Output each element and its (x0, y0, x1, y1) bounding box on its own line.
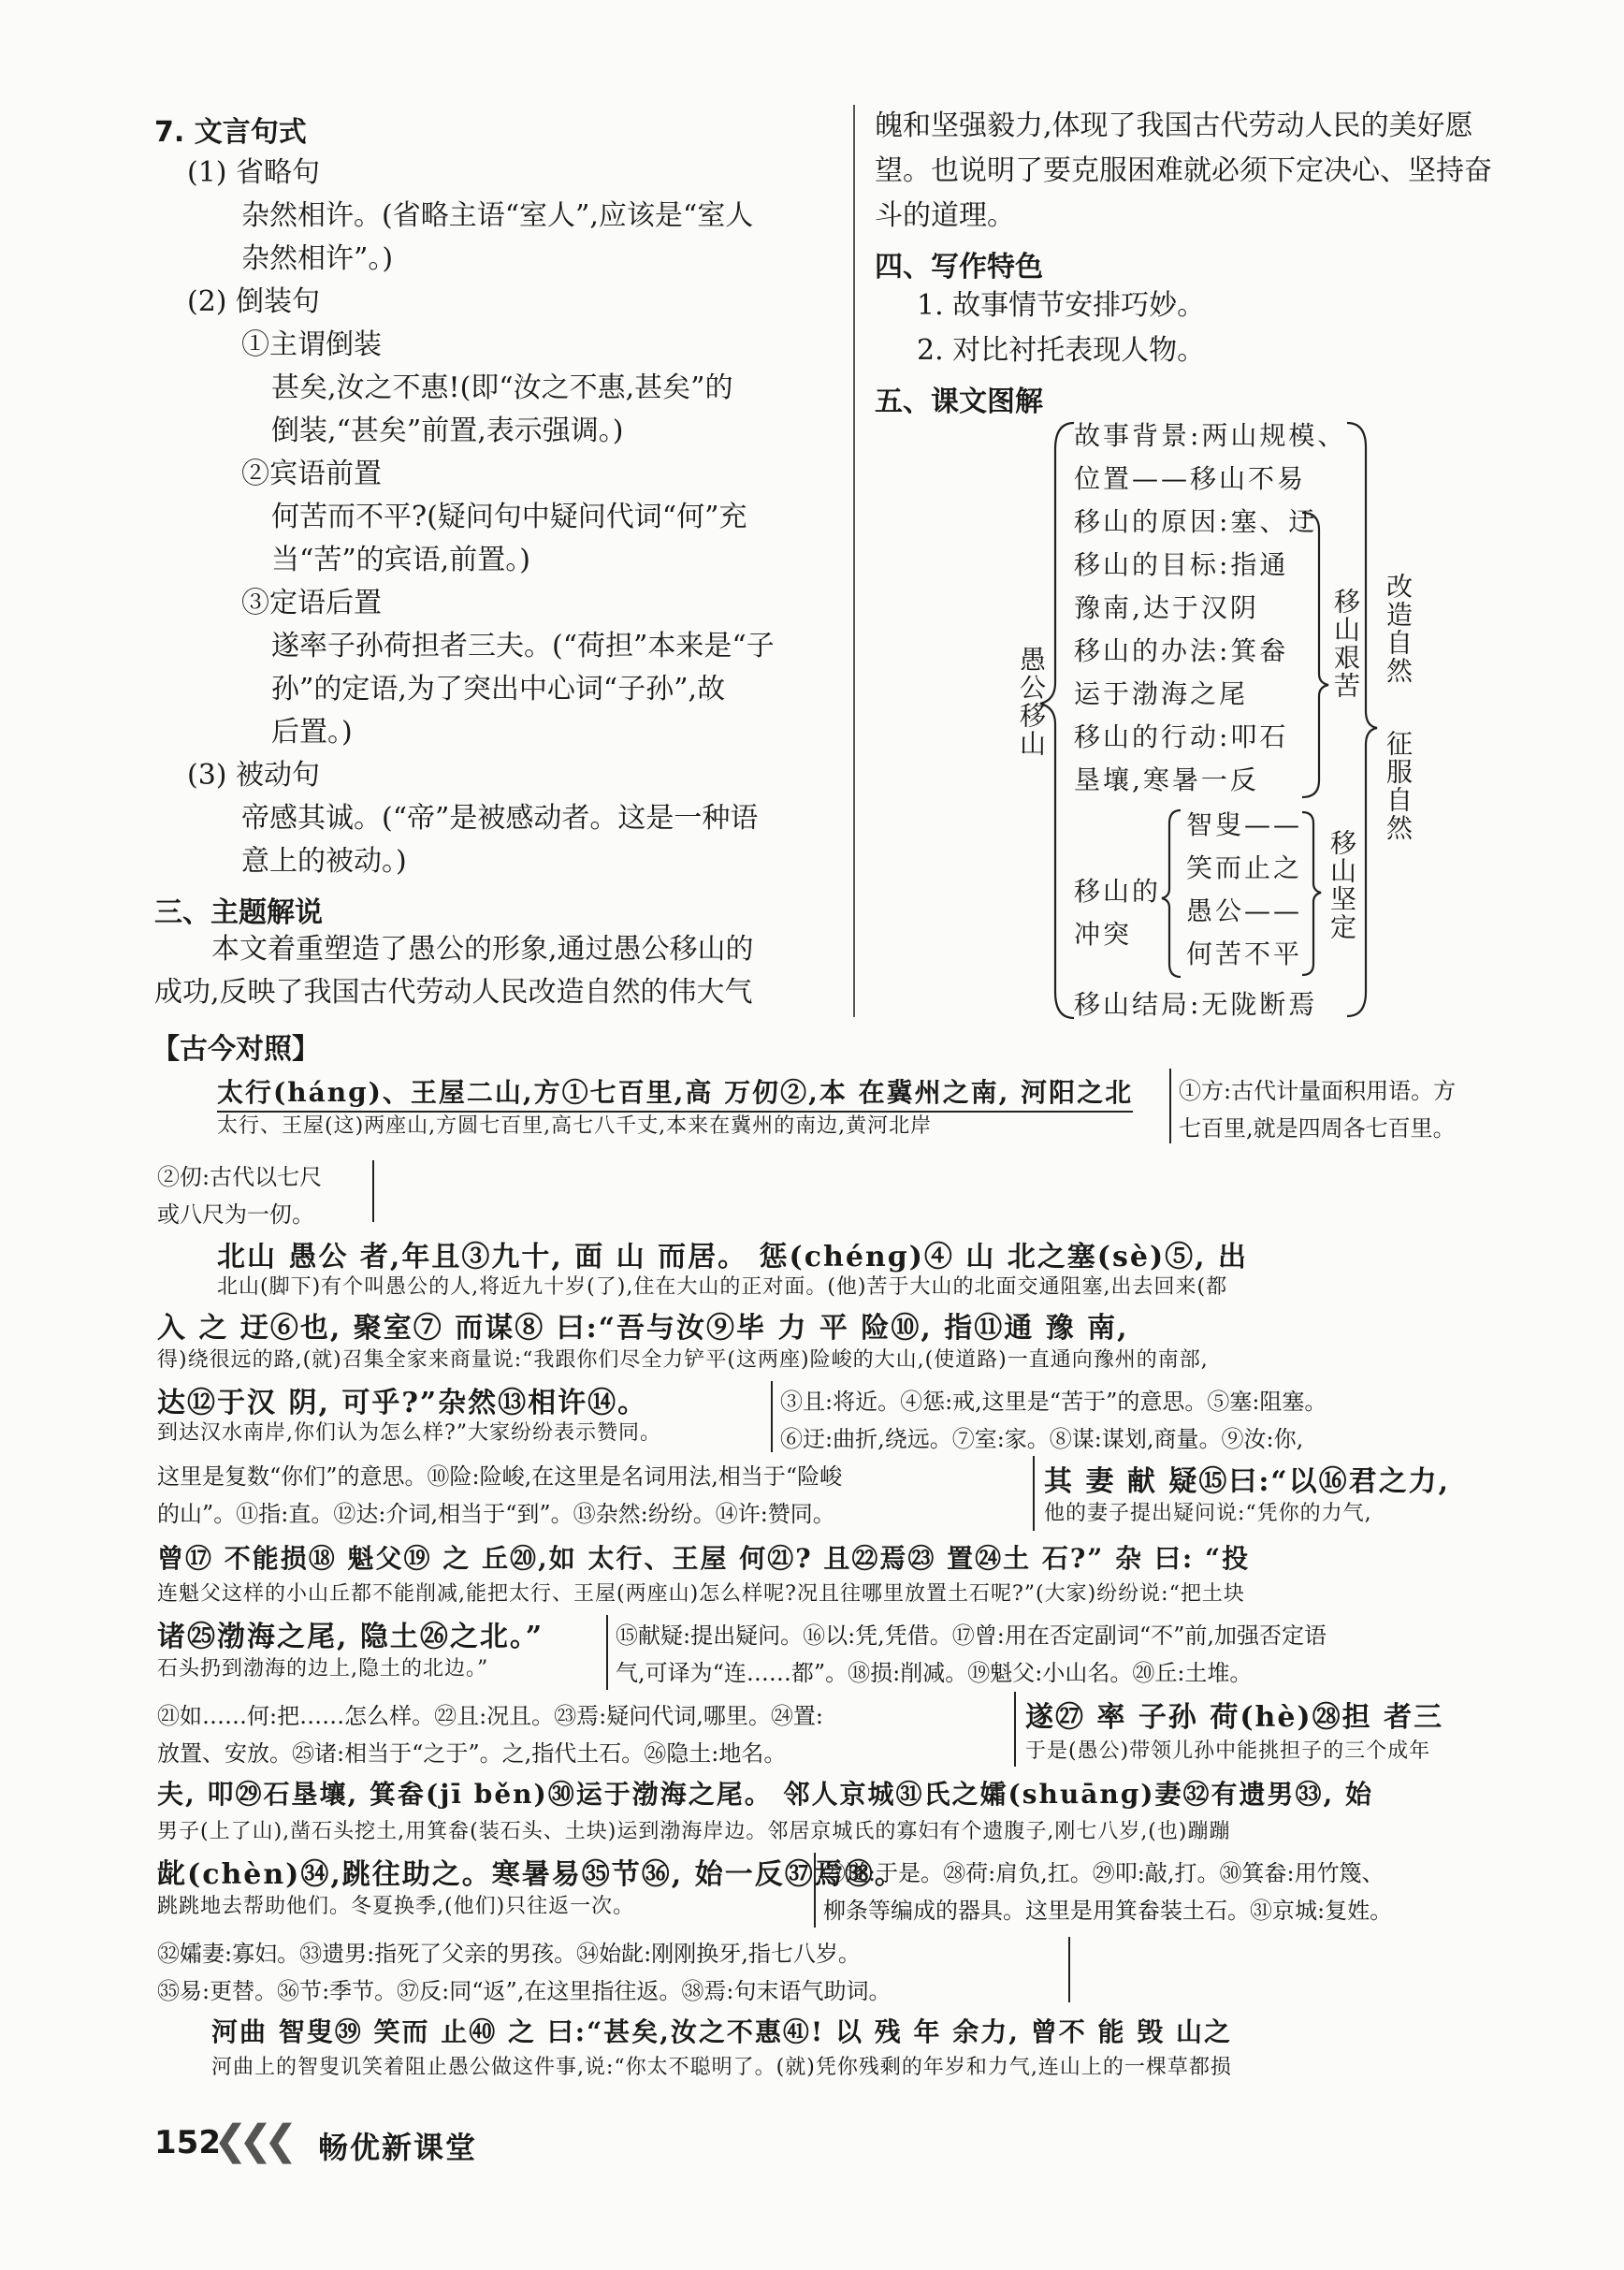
original-line: 入 之 迂⑥也, 聚室⑦ 而谋⑧ 曰:“吾与汝⑨毕 力 平 险⑩, 指⑪通 豫 南, (157, 1312, 1129, 1345)
diagram-node: 运于渤海之尾 (1074, 678, 1249, 709)
note-line: ⑮献疑:提出疑问。⑯以:凭,凭借。⑰曾:用在否定副词“不”前,加强否定语 (616, 1622, 1327, 1649)
note-line: ㉜孀妻:寡妇。㉝遗男:指死了父亲的男孩。㉞始龀:刚刚换牙,指七八岁。 (157, 1941, 861, 1967)
diagram-label-firm: 移山坚定 (1327, 829, 1357, 941)
diagram-root: 愚公移山 (1016, 646, 1047, 758)
diagram-node: 移山的行动:叩石 (1074, 721, 1289, 752)
original-line: 达⑫于汉 阴, 可乎?”杂然⑬相许⑭。 (157, 1387, 648, 1419)
note-line: 七百里,就是四周各七百里。 (1179, 1115, 1456, 1142)
note-line: ②仞:古代以七尺 (157, 1164, 323, 1190)
note-line: ㉗遂:于是。㉘荷:肩负,扛。㉙叩:敲,打。㉚箕畚:用竹篾、 (823, 1860, 1385, 1886)
subitem: ③定语后置 (241, 587, 382, 619)
text-line: 孙”的定语,为了突出中心词“子孙”,故 (271, 673, 726, 706)
translation-line: 连魁父这样的小山丘都不能削减,能把太行、王屋(两座山)怎么样呢?况且往哪里放置土石呢?”(大家)纷纷说:“把土块 (157, 1582, 1245, 1606)
text-line: 本文着重塑造了愚公的形象,通过愚公移山的 (211, 933, 754, 966)
note-bracket (771, 1381, 773, 1452)
diagram-node: 笑而止之 (1186, 852, 1303, 883)
diagram-brackets (0, 0, 1624, 1029)
section-5-title: 五、课文图解 (875, 386, 1043, 418)
note-line: ③且:将近。④惩:戒,这里是“苦于”的意思。⑤塞:阻塞。 (780, 1389, 1327, 1415)
subitem: ①主谓倒装 (241, 328, 382, 361)
original-line: 太行(hánɡ)、王屋二山,方①七百里,高 万仞②,本 在冀州之南, 河阳之北 (217, 1072, 1133, 1113)
text-line: 杂然相许。(省略主语“室人”,应该是“室人 (241, 199, 754, 232)
feature-item: 2. 对比衬托表现人物。 (917, 334, 1206, 367)
publication-name: 畅优新课堂 (318, 2130, 478, 2165)
text-line: 杂然相许”。) (241, 242, 394, 275)
feature-item: 1. 故事情节安排巧妙。 (917, 289, 1206, 322)
diagram-label-conquer: 征服自然 (1383, 730, 1414, 842)
note-bracket (1068, 1937, 1070, 2002)
diagram-label-change: 改造自然 (1383, 573, 1414, 685)
translation-line: 北山(脚下)有个叫愚公的人,将近九十岁(了),住在大山的正对面。(他)苦于大山的北面交通阻塞,出去回来(都 (217, 1275, 1228, 1299)
diagram-node: 移山结局:无陇断焉 (1074, 989, 1318, 1020)
subitem: ②宾语前置 (241, 458, 382, 490)
diagram-node: 位置——移山不易 (1074, 463, 1307, 494)
diagram-node: 移山的原因:塞、迂 (1074, 506, 1318, 537)
original-line: 龀(chèn)㉞,跳往助之。寒暑易㉟节㊱, 始一反㊲焉㊳。 (157, 1858, 905, 1891)
note-line: 气,可译为“连……都”。⑱损:削减。⑲魁父:小山名。⑳丘:土堆。 (616, 1660, 1253, 1686)
translation-line: 于是(愚公)带领儿孙中能挑担子的三个成年 (1025, 1739, 1431, 1763)
note-bracket (1169, 1069, 1171, 1143)
diagram-node: 豫南,达于汉阴 (1074, 592, 1259, 623)
text-line: 甚矣,汝之不惠!(即“汝之不惠,甚矣”的 (271, 371, 733, 404)
diagram-node: 智叟—— (1186, 809, 1303, 840)
original-line: 北山 愚公 者,年且③九十, 面 山 而居。 惩(chénɡ)④ 山 北之塞(sè)⑤, 出 (217, 1241, 1249, 1273)
original-line: 夫, 叩㉙石垦壤, 箕畚(jī běn)㉚运于渤海之尾。 邻人京城㉛氏之孀(shuānɡ)妻㉜有遗男㉝, 始 (157, 1779, 1374, 1810)
note-line: 这里是复数“你们”的意思。⑩险:险峻,在这里是名词用法,相当于“险峻 (157, 1463, 843, 1490)
original-line: 其 妻 献 疑⑮曰:“以⑯君之力, (1044, 1465, 1451, 1498)
note-line: ㉑如……何:把……怎么样。㉒且:况且。㉓焉:疑问代词,哪里。㉔置: (157, 1703, 823, 1729)
note-line: ㉟易:更替。㊱节:季节。㊲反:同“返”,在这里指往返。㊳焉:句末语气助词。 (157, 1978, 892, 2004)
note-bracket (606, 1615, 608, 1690)
diagram-node: 移山的目标:指通 (1074, 549, 1289, 580)
note-bracket (1033, 1456, 1035, 1531)
section-4-title: 四、写作特色 (875, 251, 1043, 284)
diagram-node: 垦壤,寒暑一反 (1074, 764, 1259, 795)
note-line: ⑥迂:曲折,绕远。⑦室:家。⑧谋:谋划,商量。⑨汝:你, (780, 1426, 1304, 1452)
section-7-title: 7. 文言句式 (154, 116, 307, 149)
text-line: 魄和坚强毅力,体现了我国古代劳动人民的美好愿 (875, 109, 1473, 142)
original-line: 河曲 智叟㊴ 笑而 止㊵ 之 曰:“甚矣,汝之不惠㊶! 以 残 年 余力, 曾不 能 毁 山之 (211, 2016, 1232, 2047)
note-bracket (814, 1853, 816, 1928)
diagram-node: 愚公—— (1186, 895, 1303, 926)
item-7-3: (3) 被动句 (187, 759, 321, 792)
original-line: 遂㉗ 率 子孙 荷(hè)㉘担 者三 (1025, 1701, 1444, 1734)
note-line: ①方:古代计量面积用语。方 (1179, 1078, 1457, 1104)
diagram-node: 故事背景:两山规模、 (1074, 420, 1347, 451)
chevron-left-icon: ❮❮❮ (213, 2117, 289, 2164)
diagram-node: 移山的办法:箕畚 (1074, 635, 1289, 666)
translation-line: 河曲上的智叟讥笑着阻止愚公做这件事,说:“你太不聪明了。(就)凭你残剩的年岁和力气,连山上的一棵草都损 (211, 2056, 1232, 2079)
text-line: 帝感其诚。(“帝”是被感动者。这是一种语 (241, 802, 759, 835)
diagram-conflict: 移山的冲突 (1074, 876, 1162, 950)
text-line: 成功,反映了我国古代劳动人民改造自然的伟大气 (154, 976, 753, 1009)
note-bracket (1014, 1692, 1016, 1767)
translation-line: 到达汉水南岸,你们认为怎么样?”大家纷纷表示赞同。 (157, 1421, 662, 1445)
note-bracket (370, 1160, 374, 1222)
note-line: 柳条等编成的器具。这里是用箕畚装土石。㉛京城:复姓。 (823, 1898, 1393, 1924)
text-line: 当“苦”的宾语,前置。) (271, 544, 530, 576)
text-line: 何苦而不平?(疑问句中疑问代词“何”充 (271, 501, 747, 533)
text-line: 斗的道理。 (875, 199, 1015, 232)
text-line: 遂率子孙荷担者三夫。(“荷担”本来是“子 (271, 630, 775, 662)
translation-line: 他的妻子提出疑问说:“凭你的力气, (1044, 1502, 1372, 1525)
item-7-2: (2) 倒装句 (187, 285, 321, 318)
note-line: 的山”。⑪指:直。⑫达:介词,相当于“到”。⑬杂然:纷纷。⑭许:赞同。 (157, 1501, 835, 1527)
note-line: 放置、安放。㉕诸:相当于“之于”。之,指代土石。㉖隐土:地名。 (157, 1740, 787, 1767)
diagram-node: 何苦不平 (1186, 939, 1303, 969)
translation-line: 太行、王屋(这)两座山,方圆七百里,高七八千丈,本来在冀州的南边,黄河北岸 (217, 1114, 933, 1138)
item-7-1: (1) 省略句 (187, 156, 321, 189)
page-number: 152 (154, 2124, 221, 2161)
translation-line: 跳跳地去帮助他们。冬夏换季,(他们)只往返一次。 (157, 1895, 635, 1918)
diagram-label-hard: 移山艰苦 (1330, 588, 1361, 700)
text-line: 意上的被动。) (241, 845, 407, 878)
translation-line: 得)绕很远的路,(就)召集全家来商量说:“我跟你们尽全力铲平(这两座)险峻的大山,(使道路)一直通向豫州的南部, (157, 1348, 1209, 1372)
original-line: 诸㉕渤海之尾, 隐土㉖之北。” (157, 1621, 544, 1653)
translation-line: 石头扔到渤海的边上,隐土的北边。” (157, 1657, 489, 1681)
note-line: 或八尺为一仞。 (157, 1201, 314, 1228)
original-line: 曾⑰ 不能损⑱ 魁父⑲ 之 丘⑳,如 太行、王屋 何㉑? 且㉒焉㉓ 置㉔土 石?” 杂 曰: “投 (157, 1543, 1251, 1574)
section-3-title: 三、主题解说 (154, 896, 323, 929)
text-line: 倒装,“甚矣”前置,表示强调。) (271, 415, 624, 447)
text-line: 后置。) (271, 716, 353, 749)
text-line: 望。也说明了要克服困难就必须下定决心、坚持奋 (875, 154, 1492, 187)
translation-line: 男子(上了山),凿石头挖土,用箕畚(装石头、土块)运到渤海岸边。邻居京城氏的寡妇有个遗腹子,刚七八岁,(也)蹦蹦 (157, 1820, 1231, 1843)
compare-title: 【古今对照】 (152, 1033, 320, 1066)
